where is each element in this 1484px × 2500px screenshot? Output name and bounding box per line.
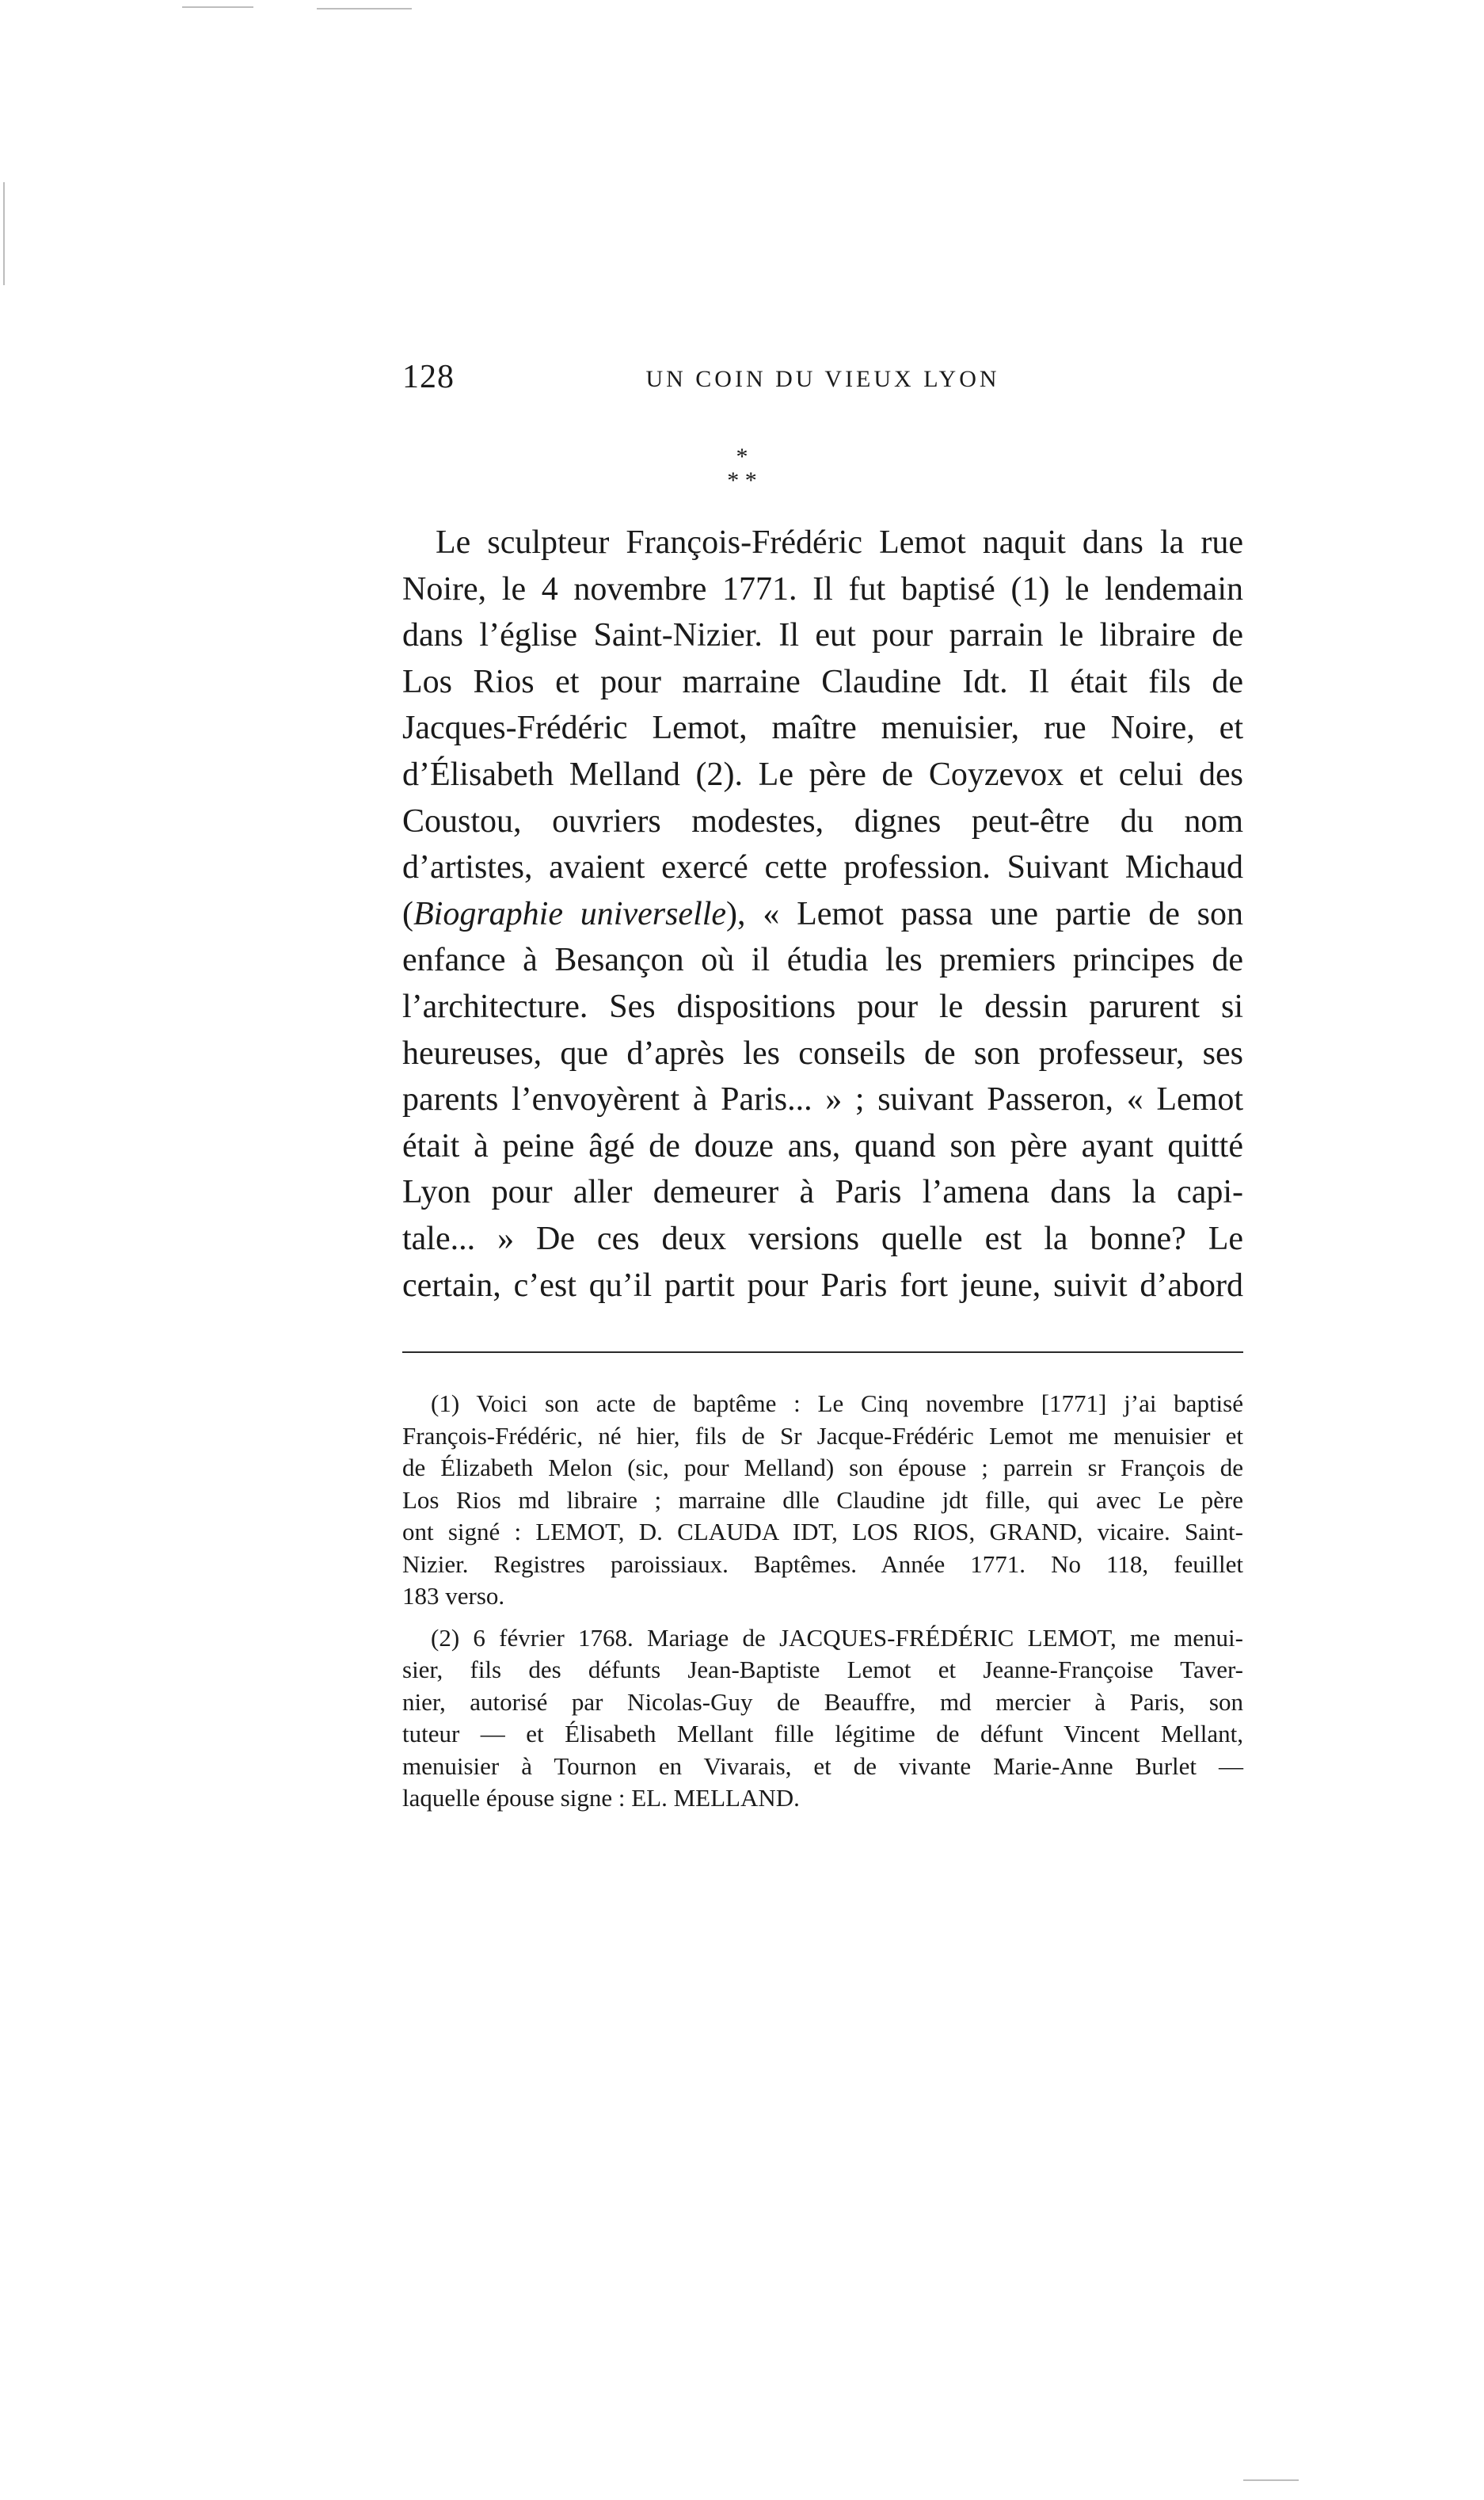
text-line: certain, c’est qu’il partit pour Paris fort jeune, suivit d’abord <box>402 1267 1243 1304</box>
text-line: Jacques-Frédéric Lemot, maître menuisier, rue Noire, et <box>402 710 1243 747</box>
footnote-line: Los Rios md libraire ; marraine dlle Claudine jdt fille, qui avec Le père <box>402 1485 1243 1514</box>
running-title: UN COIN DU VIEUX LYON <box>645 366 1000 392</box>
text-line: d’Élisabeth Melland (2). Le père de Coyzevox et celui des <box>402 756 1243 793</box>
scan-artifact-top <box>182 6 253 8</box>
footnote-line: laquelle épouse signe : EL. MELLAND. <box>402 1784 800 1812</box>
text-line: dans l’église Saint-Nizier. Il eut pour parrain le libraire de <box>402 617 1243 654</box>
text-line: Le sculpteur François-Frédéric Lemot naquit dans la rue <box>436 524 1243 561</box>
text-line: l’architecture. Ses dispositions pour le dessin parurent si <box>402 988 1243 1025</box>
footnote-line: Nizier. Registres paroissiaux. Baptêmes. Année 1771. No 118, feuillet <box>402 1549 1243 1578</box>
footnote-line: 183 verso. <box>402 1582 505 1610</box>
text-line: Coustou, ouvriers modestes, dignes peut-être du nom <box>402 802 1243 840</box>
footnote-separator <box>402 1351 1243 1353</box>
footnote-line: François-Frédéric, né hier, fils de Sr Jacque-Frédéric Lemot me menuisier et <box>402 1421 1243 1450</box>
text-line: tale... » De ces deux versions quelle est la bonne? Le <box>402 1220 1243 1257</box>
page-header <box>402 358 1243 406</box>
scan-artifact-top-2 <box>317 8 412 10</box>
text-line-with-italic: (Biographie universelle), « Lemot passa une partie de son <box>402 895 1243 932</box>
asterism <box>0 445 1484 493</box>
asterism-top: * <box>736 444 748 470</box>
text-line: heureuses, que d’après les conseils de son professeur, ses <box>402 1035 1243 1072</box>
text-line: Los Rios et pour marraine Claudine Idt. Il était fils de <box>402 663 1243 700</box>
footnote-line: tuteur — et Élisabeth Mellant fille légitime de défunt Vincent Mellant, <box>402 1720 1243 1747</box>
footnotes <box>402 1388 1243 1815</box>
scan-artifact-left <box>3 182 5 285</box>
footnote-line: de Élizabeth Melon (sic, pour Melland) son épouse ; parrein sr François de <box>402 1454 1243 1481</box>
text-line: était à peine âgé de douze ans, quand son père ayant quitté <box>402 1127 1243 1164</box>
page-number: 128 <box>402 359 455 395</box>
italic-title: Biographie universelle <box>413 895 727 932</box>
footnote-2 <box>402 1622 1243 1815</box>
text-line: d’artistes, avaient exercé cette profession. Suivant Michaud <box>402 849 1243 886</box>
text-line: Lyon pour aller demeurer à Paris l’amena dans la capi- <box>402 1174 1243 1211</box>
scan-artifact-bottom <box>1243 2479 1299 2481</box>
text-line: parents l’envoyèrent à Paris... » ; suivant Passeron, « Lemot <box>402 1081 1243 1119</box>
footnote-line: sier, fils des défunts Jean-Baptiste Lemot et Jeanne-Françoise Taver- <box>402 1656 1243 1683</box>
footnote-1 <box>402 1388 1243 1613</box>
main-text <box>402 520 1243 1309</box>
footnote-line: ont signé : LEMOT, D. CLAUDA IDT, LOS RIOS, GRAND, vicaire. Saint- <box>402 1518 1243 1545</box>
footnote-gap <box>402 1613 1243 1622</box>
text-line: Noire, le 4 novembre 1771. Il fut baptisé (1) le lendemain <box>402 570 1243 608</box>
asterism-bottom: * * <box>727 467 757 494</box>
footnote-line: nier, autorisé par Nicolas-Guy de Beauffre, md mercier à Paris, son <box>402 1687 1243 1716</box>
footnote-line: (1) Voici son acte de baptême : Le Cinq novembre [1771] j’ai baptisé <box>431 1389 1243 1417</box>
footnote-line: (2) 6 février 1768. Mariage de JACQUES-FRÉDÉRIC LEMOT, me menui- <box>431 1623 1243 1652</box>
text-line: enfance à Besançon où il étudia les premiers principes de <box>402 942 1243 979</box>
footnote-line: menuisier à Tournon en Vivarais, et de vivante Marie-Anne Burlet — <box>402 1751 1243 1780</box>
